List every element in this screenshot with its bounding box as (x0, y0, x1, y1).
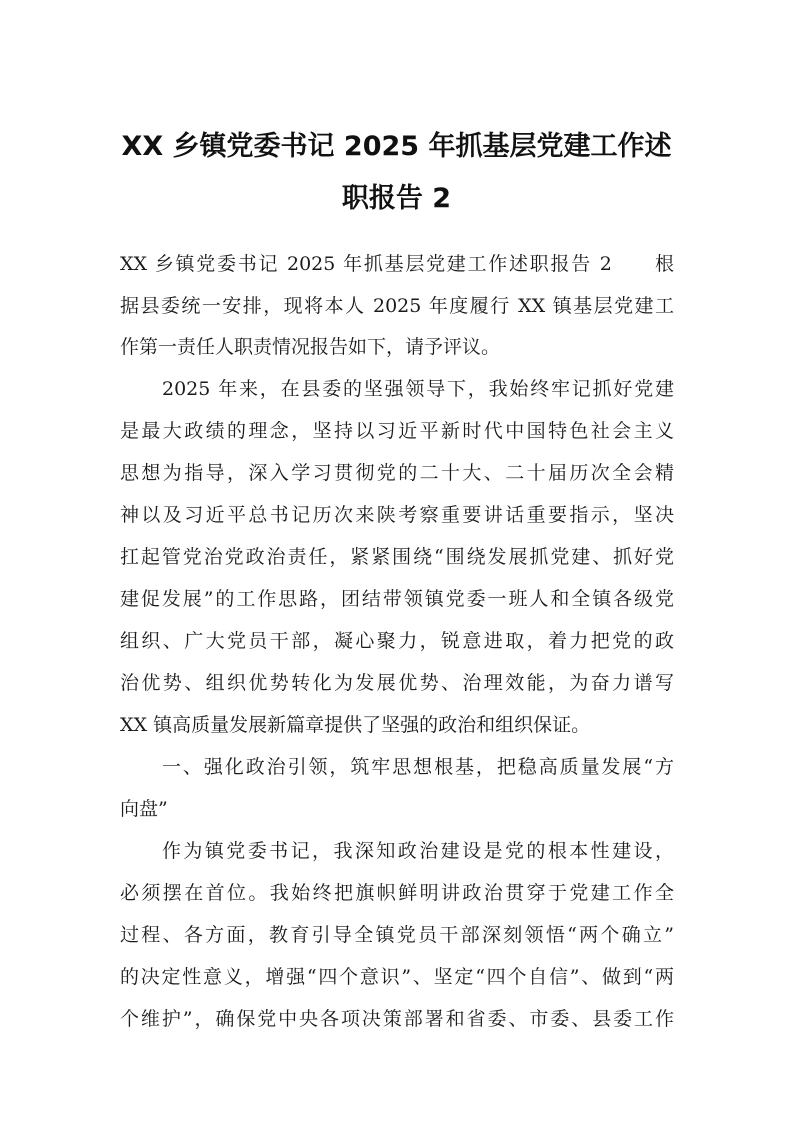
body-line: 组织、广大党员干部，凝心聚力，锐意进取，着力把党的政 (120, 630, 674, 652)
body-line: 的决定性意义，增强“四个意识”、坚定“四个自信”、做到“两 (120, 966, 674, 988)
body-line: 建促发展”的工作思路，团结带领镇党委一班人和全镇各级党 (120, 588, 674, 610)
body-line: 作为镇党委书记，我深知政治建设是党的根本性建设， (162, 840, 674, 862)
section-heading-line: 一、强化政治引领，筑牢思想根基，把稳高质量发展“方 (162, 756, 674, 778)
document-title-line-1: XX 乡镇党委书记 2025 年抓基层党建工作述 (121, 131, 672, 162)
body-line: 神以及习近平总书记历次来陕考察重要讲话重要指示，坚决 (120, 504, 674, 526)
body-line: XX 乡镇党委书记 2025 年抓基层党建工作述职报告 2 根 (120, 253, 674, 275)
body-line: 个维护”，确保党中央各项决策部署和省委、市委、县委工作 (120, 1008, 674, 1030)
body-line: 思想为指导，深入学习贯彻党的二十大、二十届历次全会精 (120, 462, 674, 484)
body-line: 是最大政绩的理念，坚持以习近平新时代中国特色社会主义 (120, 420, 674, 442)
body-line: XX 镇高质量发展新篇章提供了坚强的政治和组织保证。 (120, 714, 591, 736)
body-line: 扛起管党治党政治责任，紧紧围绕“围绕发展抓党建、抓好党 (120, 546, 674, 568)
body-line: 据县委统一安排，现将本人 2025 年度履行 XX 镇基层党建工 (120, 295, 674, 317)
body-line: 2025 年来，在县委的坚强领导下，我始终牢记抓好党建 (162, 378, 674, 400)
section-heading-line: 向盘” (120, 798, 168, 820)
body-line: 治优势、组织优势转化为发展优势、治理效能，为奋力谱写 (120, 672, 674, 694)
body-line: 过程、各方面，教育引导全镇党员干部深刻领悟“两个确立” (120, 924, 674, 946)
body-line: 作第一责任人职责情况报告如下，请予评议。 (120, 336, 501, 358)
document-title-line-2: 职报告 2 (341, 183, 452, 214)
body-line: 必须摆在首位。我始终把旗帜鲜明讲政治贯穿于党建工作全 (120, 882, 674, 904)
